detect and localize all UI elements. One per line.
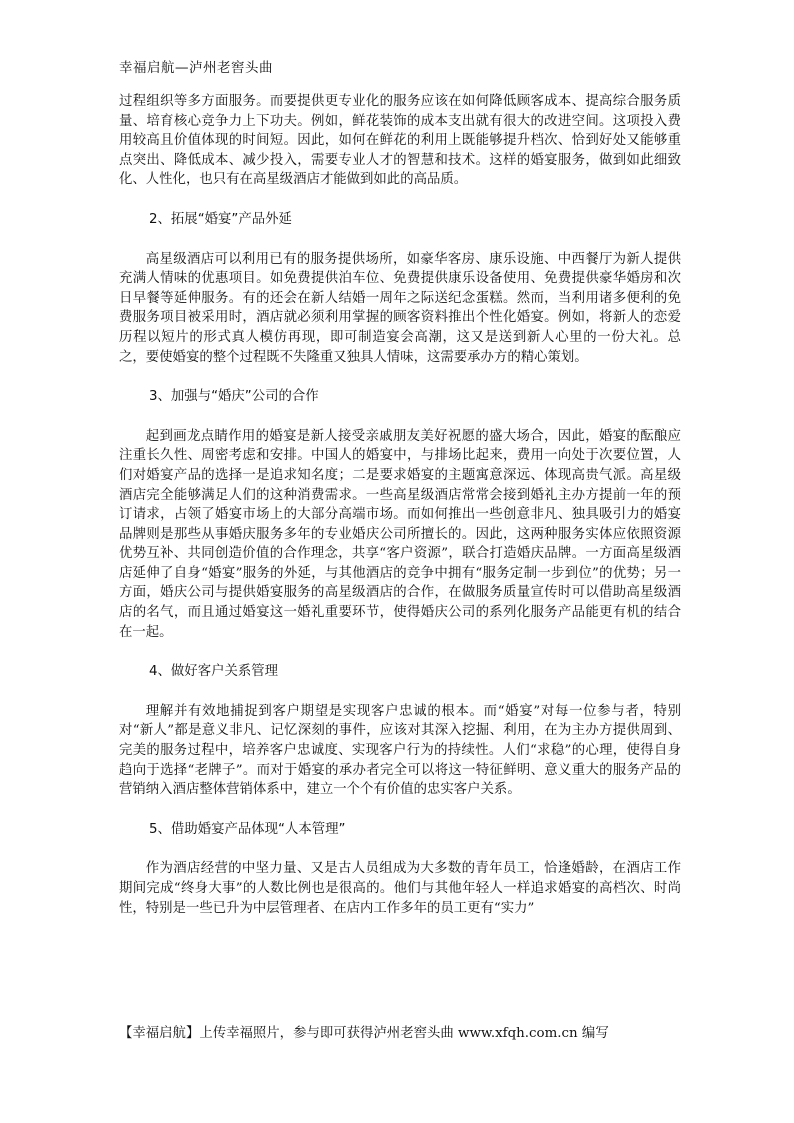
section-heading-5: 5、借助婚宴产品体现“人本管理”	[149, 821, 346, 837]
paragraph-intro: 过程组织等多方面服务。而要提供更专业化的服务应该在如何降低顾客成本、提高综合服务质量、培育核心竞争力上下功夫。例如，鲜花装饰的成本支出就有很大的改进空间。这项投入费用较高且价值体现的时间短。因此，如何在鲜花的利用上既能够提升档次、恰到好处又能够重点突出、降低成本、减少投入，需要专业人才的智慧和技术。这样的婚宴服务，做到如此细致化、人性化，也只有在高星级酒店才能做到如此的高品质。	[119, 94, 681, 188]
paragraph-section-4: 理解并有效地捕捉到客户期望是实现客户忠诚的根本。而“婚宴”对每一位参与者，特别对“新人”都是意义非凡、记忆深刻的事件，应该对其深入挖掘、利用，在为主办方提供周到、完美的服务过程中，培养客户忠诚度、实现客户行为的持续性。人们“求稳”的心理，使得自身趋向于选择“老牌子”。而对于婚宴的承办者完全可以将这一特征鲜明、意义重大的服务产品的营销纳入酒店整体营销体系中，建立一个个有价值的忠实客户关系。	[119, 703, 681, 798]
page-footer: 【幸福启航】上传幸福照片，参与即可获得泸州老窖头曲 www.xfqh.com.cn 编写	[119, 1026, 609, 1041]
page-header: 幸福启航—泸州老窖头曲	[119, 60, 273, 76]
section-heading-4: 4、做好客户关系管理	[149, 664, 279, 680]
paragraph-section-2: 高星级酒店可以利用已有的服务提供场所，如豪华客房、康乐设施、中西餐厅为新人提供充满人情味的优惠项目。如免费提供泊车位、免费提供康乐设备使用、免费提供豪华婚房和次日早餐等延伸服务。有的还会在新人结婚一周年之际送纪念蛋糕。然而，当利用诸多便利的免费服务项目被采用时，酒店就必须利用掌握的顾客资料推出个性化婚宴。例如，将新人的恋爱历程以短片的形式真人模仿再现，即可制造宴会高潮，这又是送到新人心里的一份大礼。总之，要使婚宴的整个过程既不失隆重又独具人情味，这需要承办方的精心策划。	[119, 251, 681, 365]
section-heading-2: 2、拓展“婚宴”产品外延	[149, 211, 292, 227]
paragraph-section-5: 作为酒店经营的中坚力量、又是古人员组成为大多数的青年员工，恰逢婚龄，在酒店工作期间完成“终身大事”的人数比例也是很高的。他们与其他年轻人一样追求婚宴的高档次、时尚性，特别是一些已升为中层管理者、在店内工作多年的员工更有“实力”	[119, 861, 681, 916]
section-heading-3: 3、加强与“婚庆”公司的合作	[149, 389, 319, 405]
document-body	[119, 92, 681, 918]
paragraph-section-3: 起到画龙点睛作用的婚宴是新人接受亲戚朋友美好祝愿的盛大场合，因此，婚宴的酝酿应注重长久性、周密考虑和安排。中国人的婚宴中，与排场比起来，费用一向处于次要位置，人们对婚宴产品的选择一是追求知名度；二是要求婚宴的主题寓意深远、体现高贵气派。高星级酒店完全能够满足人们的这种消费需求。一些高星级酒店常常会接到婚礼主办方提前一年的预订请求，占领了婚宴市场上的大部分高端市场。而如何推出一些创意非凡、独具吸引力的婚宴品牌则是那些从事婚庆服务多年的专业婚庆公司所擅长的。因此，这两种服务实体应依照资源优势互补、共同创造价值的合作理念，共享“客户资源”，联合打造婚庆品牌。一方面高星级酒店延伸了自身“婚宴”服务的外延，与其他酒店的竞争中拥有“服务定制一步到位”的优势；另一方面，婚庆公司与提供婚宴服务的高星级酒店的合作，在做服务质量宣传时可以借助高星级酒店的名气，而且通过婚宴这一婚礼重要环节，使得婚庆公司的系列化服务产品能更有机的结合在一起。	[119, 428, 681, 640]
